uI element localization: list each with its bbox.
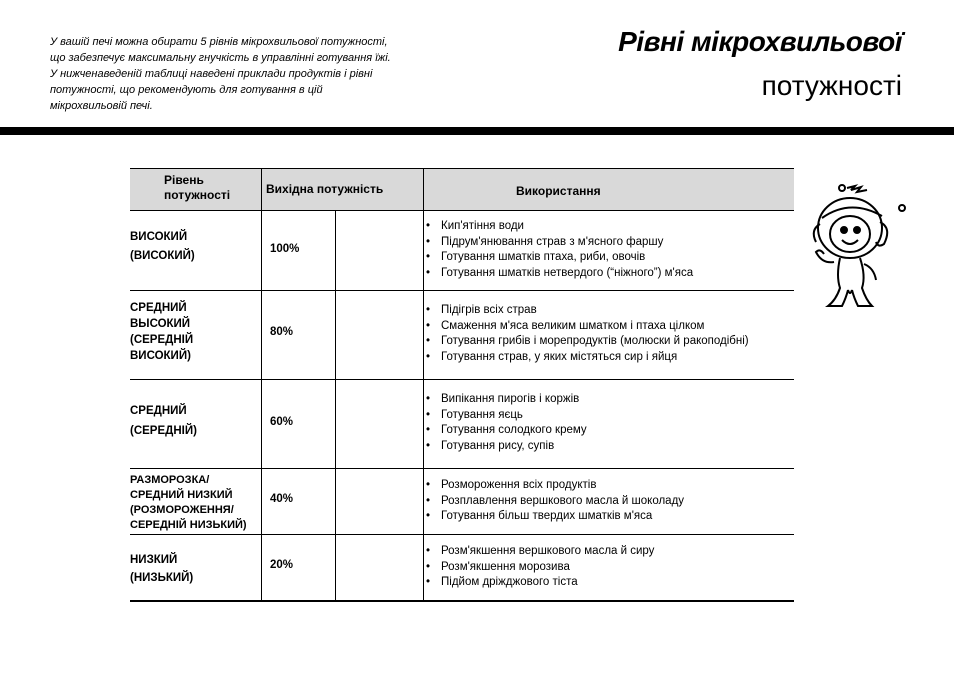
grid-line (261, 168, 262, 210)
grid-line (335, 210, 336, 600)
usage-item: • Смаження м'яса великим шматком і птаха цілком (426, 319, 749, 335)
row-divider (130, 379, 794, 380)
row-divider (130, 290, 794, 291)
row-divider (130, 210, 794, 211)
level-label: НИЗКИЙ (НИЗЬКИЙ) (130, 554, 194, 584)
usage-list (426, 303, 749, 365)
usage-item: • Готування страв, у яких містяться сир і яйця (426, 350, 749, 366)
grid-line (423, 168, 424, 600)
level-label: СРЕДНИЙ (СЕРЕДНІЙ) (130, 405, 197, 437)
usage-item: • Кип'ятіння води (426, 219, 693, 235)
usage-list (426, 392, 587, 454)
usage-item: • Готування шматків нетвердого (“ніжного”) м'яса (426, 266, 693, 282)
usage-item: • Готування більш твердих шматків м'яса (426, 509, 684, 525)
usage-list (426, 219, 693, 281)
header-output: Вихідна потужність (266, 182, 384, 196)
output-value: 40% (270, 493, 294, 505)
usage-item: • Розплавлення вершкового масла й шоколаду (426, 494, 684, 510)
usage-item: • Готування шматків птаха, риби, овочів (426, 250, 693, 266)
usage-item: • Готування грибів і морепродуктів (молюски й ракоподібні) (426, 334, 749, 350)
usage-item: • Розм'якшення морозива (426, 560, 654, 576)
usage-item: • Підігрів всіх страв (426, 303, 749, 319)
level-label: РАЗМОРОЗКА/ СРЕДНИЙ НИЗКИЙ (РОЗМОРОЖЕННЯ/ СЕРЕДНІЙ НИЗЬКИЙ) (130, 474, 247, 531)
level-label: ВИСОКИЙ (ВИСОКИЙ) (130, 231, 195, 262)
header-divider (0, 127, 954, 135)
page-subtitle: потужності (761, 70, 902, 101)
output-value: 100% (270, 243, 300, 255)
output-value: 80% (270, 326, 294, 338)
mascot-icon (800, 178, 920, 318)
level-label: СРЕДНИЙ ВЫСОКИЙ (СЕРЕДНІЙ ВИСОКИЙ) (130, 302, 194, 362)
table-header (130, 168, 794, 211)
usage-item: • Готування солодкого крему (426, 423, 587, 439)
output-value: 60% (270, 416, 294, 428)
table-bottom-border (130, 600, 794, 602)
usage-item: • Розм'якшення вершкового масла й сиру (426, 544, 654, 560)
page-title: Рівні мікрохвильової (618, 26, 902, 57)
row-divider (130, 468, 794, 469)
usage-list (426, 478, 684, 525)
intro-text: У вашій печі можна обирати 5 рівнів мікрохвильової потужності, що забезпечує максимальну гнучкість в управлінні готування їжі. У нижченаведеній таблиці наведені приклади продуктів і рівні потужності, що рекомендують для готування в цій мікрохвильовій печі. (50, 36, 391, 112)
usage-item: • Підйом дріжджового тіста (426, 575, 654, 591)
usage-item: • Підрум'янювання страв з м'ясного фаршу (426, 235, 693, 251)
usage-item: • Розмороження всіх продуктів (426, 478, 684, 494)
usage-item: • Готування яєць (426, 408, 587, 424)
header-usage: Використання (516, 184, 601, 198)
row-divider (130, 534, 794, 535)
header-level: Рівень потужності (164, 173, 231, 202)
usage-item: • Готування рису, супів (426, 439, 587, 455)
output-value: 20% (270, 559, 294, 571)
grid-line (261, 210, 262, 600)
usage-item: • Випікання пирогів і коржів (426, 392, 587, 408)
usage-list (426, 544, 654, 591)
